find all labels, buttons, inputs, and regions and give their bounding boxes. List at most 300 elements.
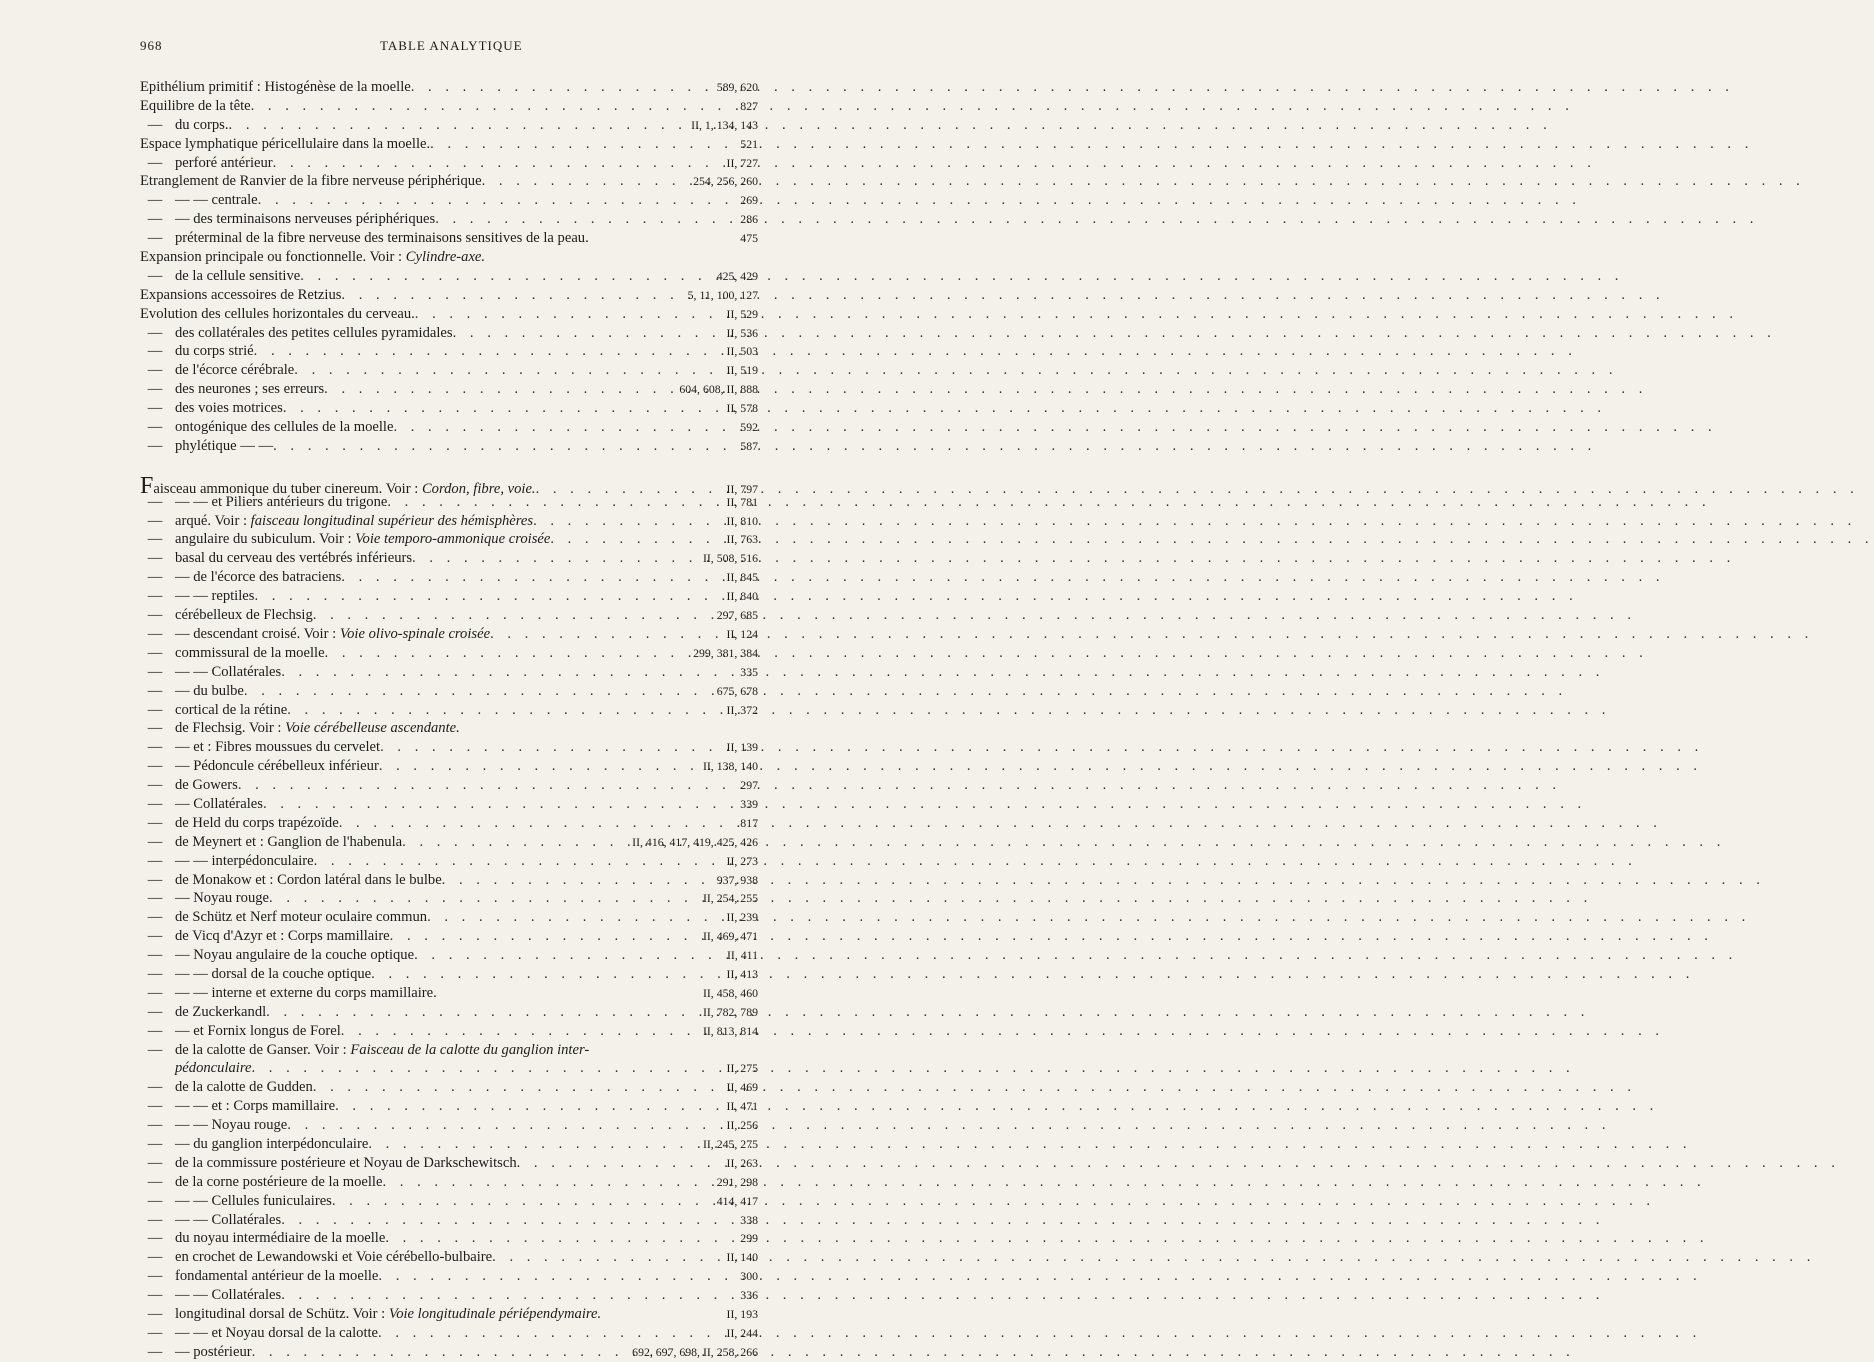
index-entry xyxy=(0,757,800,776)
entry-text xyxy=(175,833,402,852)
page-refs: II, 416, 417, 419, 425, 426 xyxy=(632,834,758,849)
dot-leader xyxy=(339,814,737,833)
entry-label: cortical de la rétine xyxy=(175,701,288,718)
entry-label: perforé antérieur xyxy=(175,154,273,171)
entry-text xyxy=(175,568,341,587)
page-refs: II, 529 xyxy=(726,306,758,321)
entry-text xyxy=(175,1022,341,1041)
entry-text xyxy=(175,1173,382,1192)
entry-label: angulaire du subiculum. Voir : xyxy=(175,531,352,548)
index-entry xyxy=(0,493,800,512)
index-entry xyxy=(0,229,800,248)
repeat-dash: — xyxy=(147,720,163,737)
index-entry xyxy=(0,814,800,833)
running-header xyxy=(0,38,800,58)
dot-leader xyxy=(300,267,712,286)
dot-leader xyxy=(341,286,683,305)
dot-leader xyxy=(273,154,723,173)
repeat-dash: — xyxy=(147,795,163,812)
entry-text xyxy=(175,1248,492,1267)
dot-leader xyxy=(380,738,722,757)
entry-text xyxy=(175,757,379,776)
dot-leader xyxy=(415,305,723,324)
page-refs: 335 xyxy=(740,664,758,679)
entry-label: — Noyau angulaire de la couche optique xyxy=(175,947,415,964)
entry-text xyxy=(175,1135,368,1154)
entry-label: Espace lymphatique péricellulaire dans la moelle. xyxy=(140,135,431,152)
index-entry xyxy=(0,908,800,927)
page-refs: II, 1, 134, 143 xyxy=(691,117,758,132)
index-entry xyxy=(0,437,800,456)
repeat-dash: — xyxy=(147,1249,163,1266)
entry-text xyxy=(175,437,273,456)
page-refs: II, 797 xyxy=(726,481,758,496)
entry-text xyxy=(140,135,430,154)
entry-text xyxy=(140,248,485,267)
repeat-dash: — xyxy=(147,362,163,379)
dot-leader xyxy=(382,1173,712,1192)
dot-leader xyxy=(378,1267,736,1286)
page-refs: 286 xyxy=(740,212,758,227)
dot-leader xyxy=(435,210,736,229)
repeat-dash: — xyxy=(147,1211,163,1228)
repeat-dash: — xyxy=(147,739,163,756)
entry-reference: pédonculaire xyxy=(175,1060,252,1077)
page-refs: II, 503 xyxy=(726,344,758,359)
repeat-dash: — xyxy=(147,965,163,982)
entry-text xyxy=(175,1267,378,1286)
entry-reference: faisceau longitudinal supérieur des hémisphères xyxy=(250,512,534,529)
entry-text xyxy=(175,1192,332,1211)
page-refs: II, 813, 814 xyxy=(702,1023,758,1038)
repeat-dash: — xyxy=(147,116,163,133)
index-entry xyxy=(0,286,800,305)
index-entry xyxy=(0,776,800,795)
dot-leader xyxy=(390,927,699,946)
page-refs: II, 239 xyxy=(726,910,758,925)
dot-leader xyxy=(371,965,722,984)
entry-reference: Faisceau de la calotte du ganglion inter- xyxy=(350,1041,590,1058)
index-entry xyxy=(0,1154,800,1173)
repeat-dash: — xyxy=(147,192,163,209)
dot-leader xyxy=(414,946,723,965)
entry-label: fondamental antérieur de la moelle xyxy=(175,1268,379,1285)
entry-label: ontogénique des cellules de la moelle xyxy=(175,419,394,436)
index-entry xyxy=(0,1041,800,1060)
repeat-dash: — xyxy=(147,833,163,850)
entry-text xyxy=(175,682,244,701)
index-entries xyxy=(0,78,800,1362)
index-entry xyxy=(0,833,800,852)
dot-leader xyxy=(412,549,699,568)
entry-label: — — interne et externe du corps mamillaire. xyxy=(175,984,437,1001)
repeat-dash: — xyxy=(147,1079,163,1096)
repeat-dash: — xyxy=(147,644,163,661)
index-entry xyxy=(0,1097,800,1116)
entry-label: des voies motrices xyxy=(175,400,283,417)
index-entry xyxy=(0,587,800,606)
index-entry xyxy=(0,1059,800,1078)
index-entry xyxy=(0,530,800,549)
entry-text xyxy=(175,1211,281,1230)
page-refs: 299, 381, 384 xyxy=(693,645,758,660)
entry-label: — — Noyau rouge xyxy=(175,1117,288,1134)
dot-leader xyxy=(287,1116,722,1135)
entry-label: — Noyau rouge xyxy=(175,890,270,907)
entry-label: — — centrale xyxy=(175,192,258,209)
dot-leader xyxy=(251,97,737,116)
page-refs: 297, 685 xyxy=(716,608,758,623)
index-entry xyxy=(0,97,800,116)
index-entry xyxy=(0,549,800,568)
entry-label: de Meynert et : Ganglion de l'habenula xyxy=(175,833,403,850)
page-refs: II, 372 xyxy=(726,702,758,717)
entry-label: — Collatérales xyxy=(175,795,263,812)
entry-label: Expansions accessoires de Retzius xyxy=(140,286,342,303)
dot-leader xyxy=(313,1078,723,1097)
entry-text xyxy=(175,606,313,625)
page-refs: 937, 938 xyxy=(716,872,758,887)
repeat-dash: — xyxy=(147,682,163,699)
index-entry xyxy=(0,871,800,890)
repeat-dash: — xyxy=(147,1287,163,1304)
entry-label: Evolution des cellules horizontales du cerveau. xyxy=(140,305,415,322)
entry-text xyxy=(175,719,460,738)
entry-text xyxy=(175,154,273,173)
index-entry xyxy=(0,1135,800,1154)
repeat-dash: — xyxy=(147,1230,163,1247)
index-entry xyxy=(0,305,800,324)
index-entry xyxy=(0,1173,800,1192)
index-entry xyxy=(0,1078,800,1097)
dot-leader xyxy=(254,587,722,606)
entry-reference: Voie longitudinale périépendymaire. xyxy=(388,1306,602,1322)
entry-reference: Voie cérébelleuse ascendante. xyxy=(285,720,460,737)
entry-label: de la calotte de Gudden xyxy=(175,1079,313,1096)
page-refs: 336 xyxy=(740,1288,758,1303)
page-refs: 338 xyxy=(740,1212,758,1227)
entry-label: de Schütz et Nerf moteur oculaire commun xyxy=(175,909,428,926)
repeat-dash: — xyxy=(147,267,163,284)
entry-label: aisceau ammonique du tuber cinereum. Voir : xyxy=(153,480,419,497)
entry-label: — du bulbe xyxy=(175,682,244,699)
index-entry xyxy=(0,361,800,380)
entry-label: — des terminaisons nerveuses périphériques xyxy=(175,211,436,228)
entry-text xyxy=(175,399,283,418)
index-entry xyxy=(0,719,800,738)
entry-text xyxy=(175,418,393,437)
index-entry xyxy=(0,1267,800,1286)
page-refs: 291, 298 xyxy=(716,1174,758,1189)
repeat-dash: — xyxy=(147,419,163,436)
index-entry xyxy=(0,965,800,984)
entry-text xyxy=(140,286,341,305)
index-entry xyxy=(0,418,800,437)
dot-leader xyxy=(251,1059,722,1078)
section-gap xyxy=(0,456,800,474)
book-page xyxy=(0,0,800,1360)
page-refs: II, 275 xyxy=(726,1061,758,1076)
entry-reference: Voie olivo-spinale croisée xyxy=(339,625,491,642)
page-refs: 817 xyxy=(740,815,758,830)
repeat-dash: — xyxy=(147,1192,163,1209)
dot-leader xyxy=(238,776,736,795)
page-refs: II, 138, 140 xyxy=(702,759,758,774)
index-entry xyxy=(0,78,800,97)
page-refs: II, 763 xyxy=(726,532,758,547)
index-entry xyxy=(0,984,800,1003)
index-entry xyxy=(0,399,800,418)
entry-text xyxy=(175,116,229,135)
page-refs: 414, 417 xyxy=(716,1193,758,1208)
entry-label: — descendant croisé. Voir : xyxy=(175,625,337,642)
page-refs: II, 244 xyxy=(726,1325,758,1340)
entry-text xyxy=(175,1343,252,1362)
index-entry xyxy=(0,380,800,399)
page-refs: II, 458, 460 xyxy=(702,985,758,1000)
index-entry xyxy=(0,172,800,191)
entry-label: du corps strié xyxy=(175,343,254,360)
entry-text xyxy=(175,738,380,757)
page-refs: II, 256 xyxy=(726,1118,758,1133)
entry-text xyxy=(140,97,251,116)
entry-text xyxy=(175,191,258,210)
page-refs: 589, 620 xyxy=(716,80,758,94)
dot-leader xyxy=(385,1229,736,1248)
dot-leader xyxy=(287,701,722,720)
dot-leader xyxy=(281,1286,736,1305)
dot-leader xyxy=(244,682,713,701)
page-refs: 339 xyxy=(740,796,758,811)
page-refs: 592 xyxy=(740,420,758,435)
dot-leader xyxy=(490,625,722,644)
entry-label: — — Collatérales xyxy=(175,1211,282,1228)
page-refs: 300 xyxy=(740,1269,758,1284)
entry-label: de la corne postérieure de la moelle xyxy=(175,1173,383,1190)
page-refs: 425, 429 xyxy=(716,268,758,283)
page-refs: 5, 11, 100, 127 xyxy=(687,287,758,302)
dot-leader xyxy=(229,116,688,135)
entry-label: — — et : Corps mamillaire xyxy=(175,1098,336,1115)
dot-leader xyxy=(314,852,723,871)
entry-text xyxy=(175,814,339,833)
repeat-dash: — xyxy=(147,211,163,228)
index-entry xyxy=(0,946,800,965)
entry-text xyxy=(175,342,254,361)
dot-leader xyxy=(378,1324,723,1343)
dot-leader xyxy=(254,342,723,361)
page-refs: II, 810 xyxy=(726,513,758,528)
page-refs: II, 781 xyxy=(726,494,758,509)
repeat-dash: — xyxy=(147,1173,163,1190)
repeat-dash: — xyxy=(147,814,163,831)
page-refs: 675, 678 xyxy=(716,683,758,698)
index-entry xyxy=(0,852,800,871)
page-refs: II, 840 xyxy=(726,589,758,604)
page-refs: II, 845 xyxy=(726,570,758,585)
index-entry xyxy=(0,738,800,757)
index-entry xyxy=(0,512,800,531)
repeat-dash: — xyxy=(147,550,163,567)
dot-leader xyxy=(341,568,722,587)
page-refs: 254, 256, 260 xyxy=(693,174,758,189)
dot-leader xyxy=(492,1248,722,1267)
dot-leader xyxy=(387,493,722,512)
entry-text xyxy=(175,1324,378,1343)
repeat-dash: — xyxy=(147,890,163,907)
entry-text xyxy=(175,663,281,682)
repeat-dash: — xyxy=(147,1154,163,1171)
entry-label: Equilibre de la tête xyxy=(140,97,251,114)
drop-cap: F xyxy=(140,472,154,499)
entry-label: — de l'écorce des batraciens xyxy=(175,569,342,586)
index-entry xyxy=(0,1022,800,1041)
index-entry xyxy=(0,1248,800,1267)
repeat-dash: — xyxy=(147,663,163,680)
repeat-dash: — xyxy=(147,1041,163,1058)
repeat-dash: — xyxy=(147,777,163,794)
repeat-dash: — xyxy=(147,852,163,869)
index-entry xyxy=(0,116,800,135)
index-entry xyxy=(0,1343,800,1362)
entry-label: — — Collatérales xyxy=(175,663,282,680)
entry-text xyxy=(175,1078,313,1097)
entry-text xyxy=(175,795,263,814)
dot-leader xyxy=(281,1211,736,1230)
index-entry xyxy=(0,267,800,286)
entry-text xyxy=(175,701,287,720)
entry-text xyxy=(175,927,390,946)
page-refs: 297 xyxy=(740,778,758,793)
dot-leader xyxy=(402,833,628,852)
page-refs: II, 578 xyxy=(726,401,758,416)
dot-leader xyxy=(283,399,723,418)
entry-label: Epithélium primitif : Histogénèse de la moelle xyxy=(140,79,411,95)
index-entry xyxy=(0,1192,800,1211)
repeat-dash: — xyxy=(147,1098,163,1115)
repeat-dash: — xyxy=(147,343,163,360)
entry-label: — — dorsal de la couche optique xyxy=(175,965,372,982)
entry-text xyxy=(175,1286,281,1305)
entry-label: commissural de la moelle xyxy=(175,644,325,661)
entry-text xyxy=(175,1154,517,1173)
dot-leader xyxy=(273,437,736,456)
entry-label: Expansion principale ou fonctionnelle. Voir : xyxy=(140,249,403,266)
page-refs: 521 xyxy=(740,136,758,151)
page-refs: 827 xyxy=(740,98,758,113)
entry-text xyxy=(175,908,427,927)
dot-leader xyxy=(453,324,723,343)
index-entry xyxy=(0,1211,800,1230)
repeat-dash: — xyxy=(147,928,163,945)
entry-label: de l'écorce cérébrale xyxy=(175,362,295,379)
index-entry xyxy=(0,342,800,361)
page-refs: II, 413 xyxy=(726,966,758,981)
index-entry xyxy=(0,568,800,587)
entry-text xyxy=(175,1116,287,1135)
dot-leader xyxy=(533,512,722,531)
entry-label: — — et Piliers antérieurs du trigone xyxy=(175,493,388,510)
entry-text xyxy=(175,229,589,248)
index-entry xyxy=(0,606,800,625)
entry-reference: Voie temporo-ammonique croisée xyxy=(355,531,551,548)
entry-label: de la cellule sensitive xyxy=(175,267,301,284)
index-entry xyxy=(0,795,800,814)
index-entry xyxy=(0,210,800,229)
dot-leader xyxy=(263,795,736,814)
entry-text xyxy=(175,871,442,890)
index-entry xyxy=(0,889,800,908)
repeat-dash: — xyxy=(147,607,163,624)
entry-label: — et Fornix longus de Forel xyxy=(175,1022,341,1039)
entry-text xyxy=(175,512,533,531)
entry-text xyxy=(175,549,412,568)
repeat-dash: — xyxy=(147,437,163,454)
repeat-dash: — xyxy=(147,1306,163,1322)
repeat-dash: — xyxy=(147,1003,163,1020)
dot-leader xyxy=(313,606,713,625)
page-number: 968 xyxy=(140,38,163,53)
page-refs: II, 245, 275 xyxy=(702,1136,758,1151)
repeat-dash: — xyxy=(147,493,163,510)
index-entry xyxy=(0,1305,800,1324)
page-refs: II, 139 xyxy=(726,740,758,755)
repeat-dash: — xyxy=(147,1268,163,1285)
entry-text xyxy=(140,78,411,97)
entry-text xyxy=(175,1097,335,1116)
page-refs: II, 519 xyxy=(726,363,758,378)
entry-label: — Pédoncule cérébelleux inférieur xyxy=(175,758,379,775)
repeat-dash: — xyxy=(147,512,163,529)
page-refs: II, 508, 516 xyxy=(702,551,758,566)
repeat-dash: — xyxy=(147,588,163,605)
repeat-dash: — xyxy=(147,324,163,341)
dot-leader xyxy=(325,644,690,663)
dot-leader xyxy=(258,191,737,210)
entry-label: cérébelleux de Flechsig xyxy=(175,607,313,624)
entry-label: du noyau intermédiaire de la moelle xyxy=(175,1230,386,1247)
repeat-dash: — xyxy=(147,701,163,718)
dot-leader xyxy=(266,1003,699,1022)
repeat-dash: — xyxy=(147,400,163,417)
index-entry xyxy=(0,135,800,154)
index-entry xyxy=(0,701,800,720)
page-refs: 475 xyxy=(740,231,758,246)
dot-leader xyxy=(341,1022,699,1041)
entry-text xyxy=(175,267,300,286)
repeat-dash: — xyxy=(147,625,163,642)
entry-label: — — interpédonculaire xyxy=(175,852,314,869)
entry-label: de Flechsig. Voir : xyxy=(175,720,282,737)
page-refs: 299 xyxy=(740,1231,758,1246)
page-refs: II, 727 xyxy=(726,155,758,170)
entry-text xyxy=(140,305,415,324)
entry-text xyxy=(175,324,453,343)
dot-leader xyxy=(368,1135,699,1154)
index-entry xyxy=(0,191,800,210)
page-refs: II, 411 xyxy=(726,948,758,963)
index-entry xyxy=(0,1003,800,1022)
page-refs: 269 xyxy=(740,193,758,208)
entry-label: de la calotte de Ganser. Voir : xyxy=(175,1041,347,1058)
index-entry xyxy=(0,472,800,499)
repeat-dash: — xyxy=(147,909,163,926)
entry-reference: Cordon, fibre, voie. xyxy=(421,480,536,497)
dot-leader xyxy=(281,663,736,682)
entry-text xyxy=(175,625,490,644)
entry-text xyxy=(175,530,550,549)
index-entry xyxy=(0,324,800,343)
